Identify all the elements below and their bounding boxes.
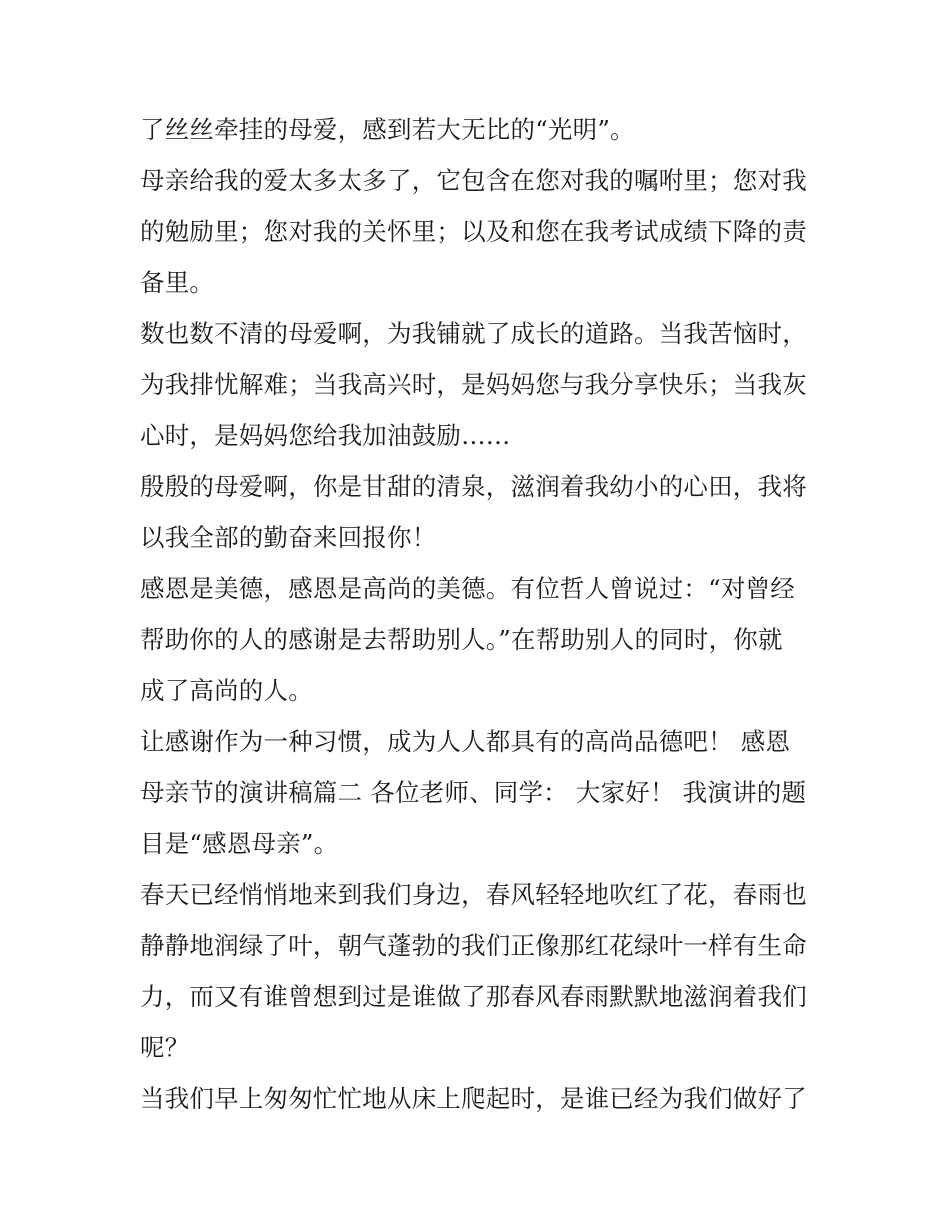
text-line: 当我们早上匆匆忙忙地从床上爬起时，是谁已经为我们做好了 xyxy=(140,1084,807,1113)
text-line: 力，而又有谁曾想到过是谁做了那春风春雨默默地滋润着我们 xyxy=(140,982,807,1011)
text-line: 呢？ xyxy=(140,1033,190,1062)
text-line: 数也数不清的母爱啊，为我铺就了成长的道路。当我苦恼时， xyxy=(140,319,807,348)
text-line: 让感谢作为一种习惯，成为人人都具有的高尚品德吧！ 感恩 xyxy=(140,727,791,756)
text-line: 以我全部的勤奋来回报你！ xyxy=(140,523,437,552)
document-body xyxy=(140,104,830,1124)
text-line: 静静地润绿了叶，朝气蓬勃的我们正像那红花绿叶一样有生命 xyxy=(140,931,807,960)
text-line: 的勉励里；您对我的关怀里；以及和您在我考试成绩下降的责 xyxy=(140,217,807,246)
text-line: 母亲给我的爱太多太多了，它包含在您对我的嘱咐里；您对我 xyxy=(140,166,807,195)
text-line: 母亲节的演讲稿篇二 各位老师、同学： 大家好！ 我演讲的题 xyxy=(140,778,807,807)
text-line: 心时，是妈妈您给我加油鼓励…… xyxy=(140,421,511,450)
text-line: 感恩是美德，感恩是高尚的美德。有位哲人曾说过：“对曾经 xyxy=(140,574,795,603)
text-line: 春天已经悄悄地来到我们身边，春风轻轻地吹红了花，春雨也 xyxy=(140,880,807,909)
text-line: 备里。 xyxy=(140,268,215,297)
text-line: 帮助你的人的感谢是去帮助别人。”在帮助别人的同时，你就 xyxy=(140,625,783,654)
text-line: 殷殷的母爱啊，你是甘甜的清泉，滋润着我幼小的心田，我将 xyxy=(140,472,807,501)
text-line: 了丝丝牵挂的母爱，感到若大无比的“光明”。 xyxy=(140,115,635,144)
text-line: 成了高尚的人。 xyxy=(140,676,313,705)
text-line: 为我排忧解难；当我高兴时，是妈妈您与我分享快乐；当我灰 xyxy=(140,370,807,399)
text-line: 目是“感恩母亲”。 xyxy=(140,829,339,858)
